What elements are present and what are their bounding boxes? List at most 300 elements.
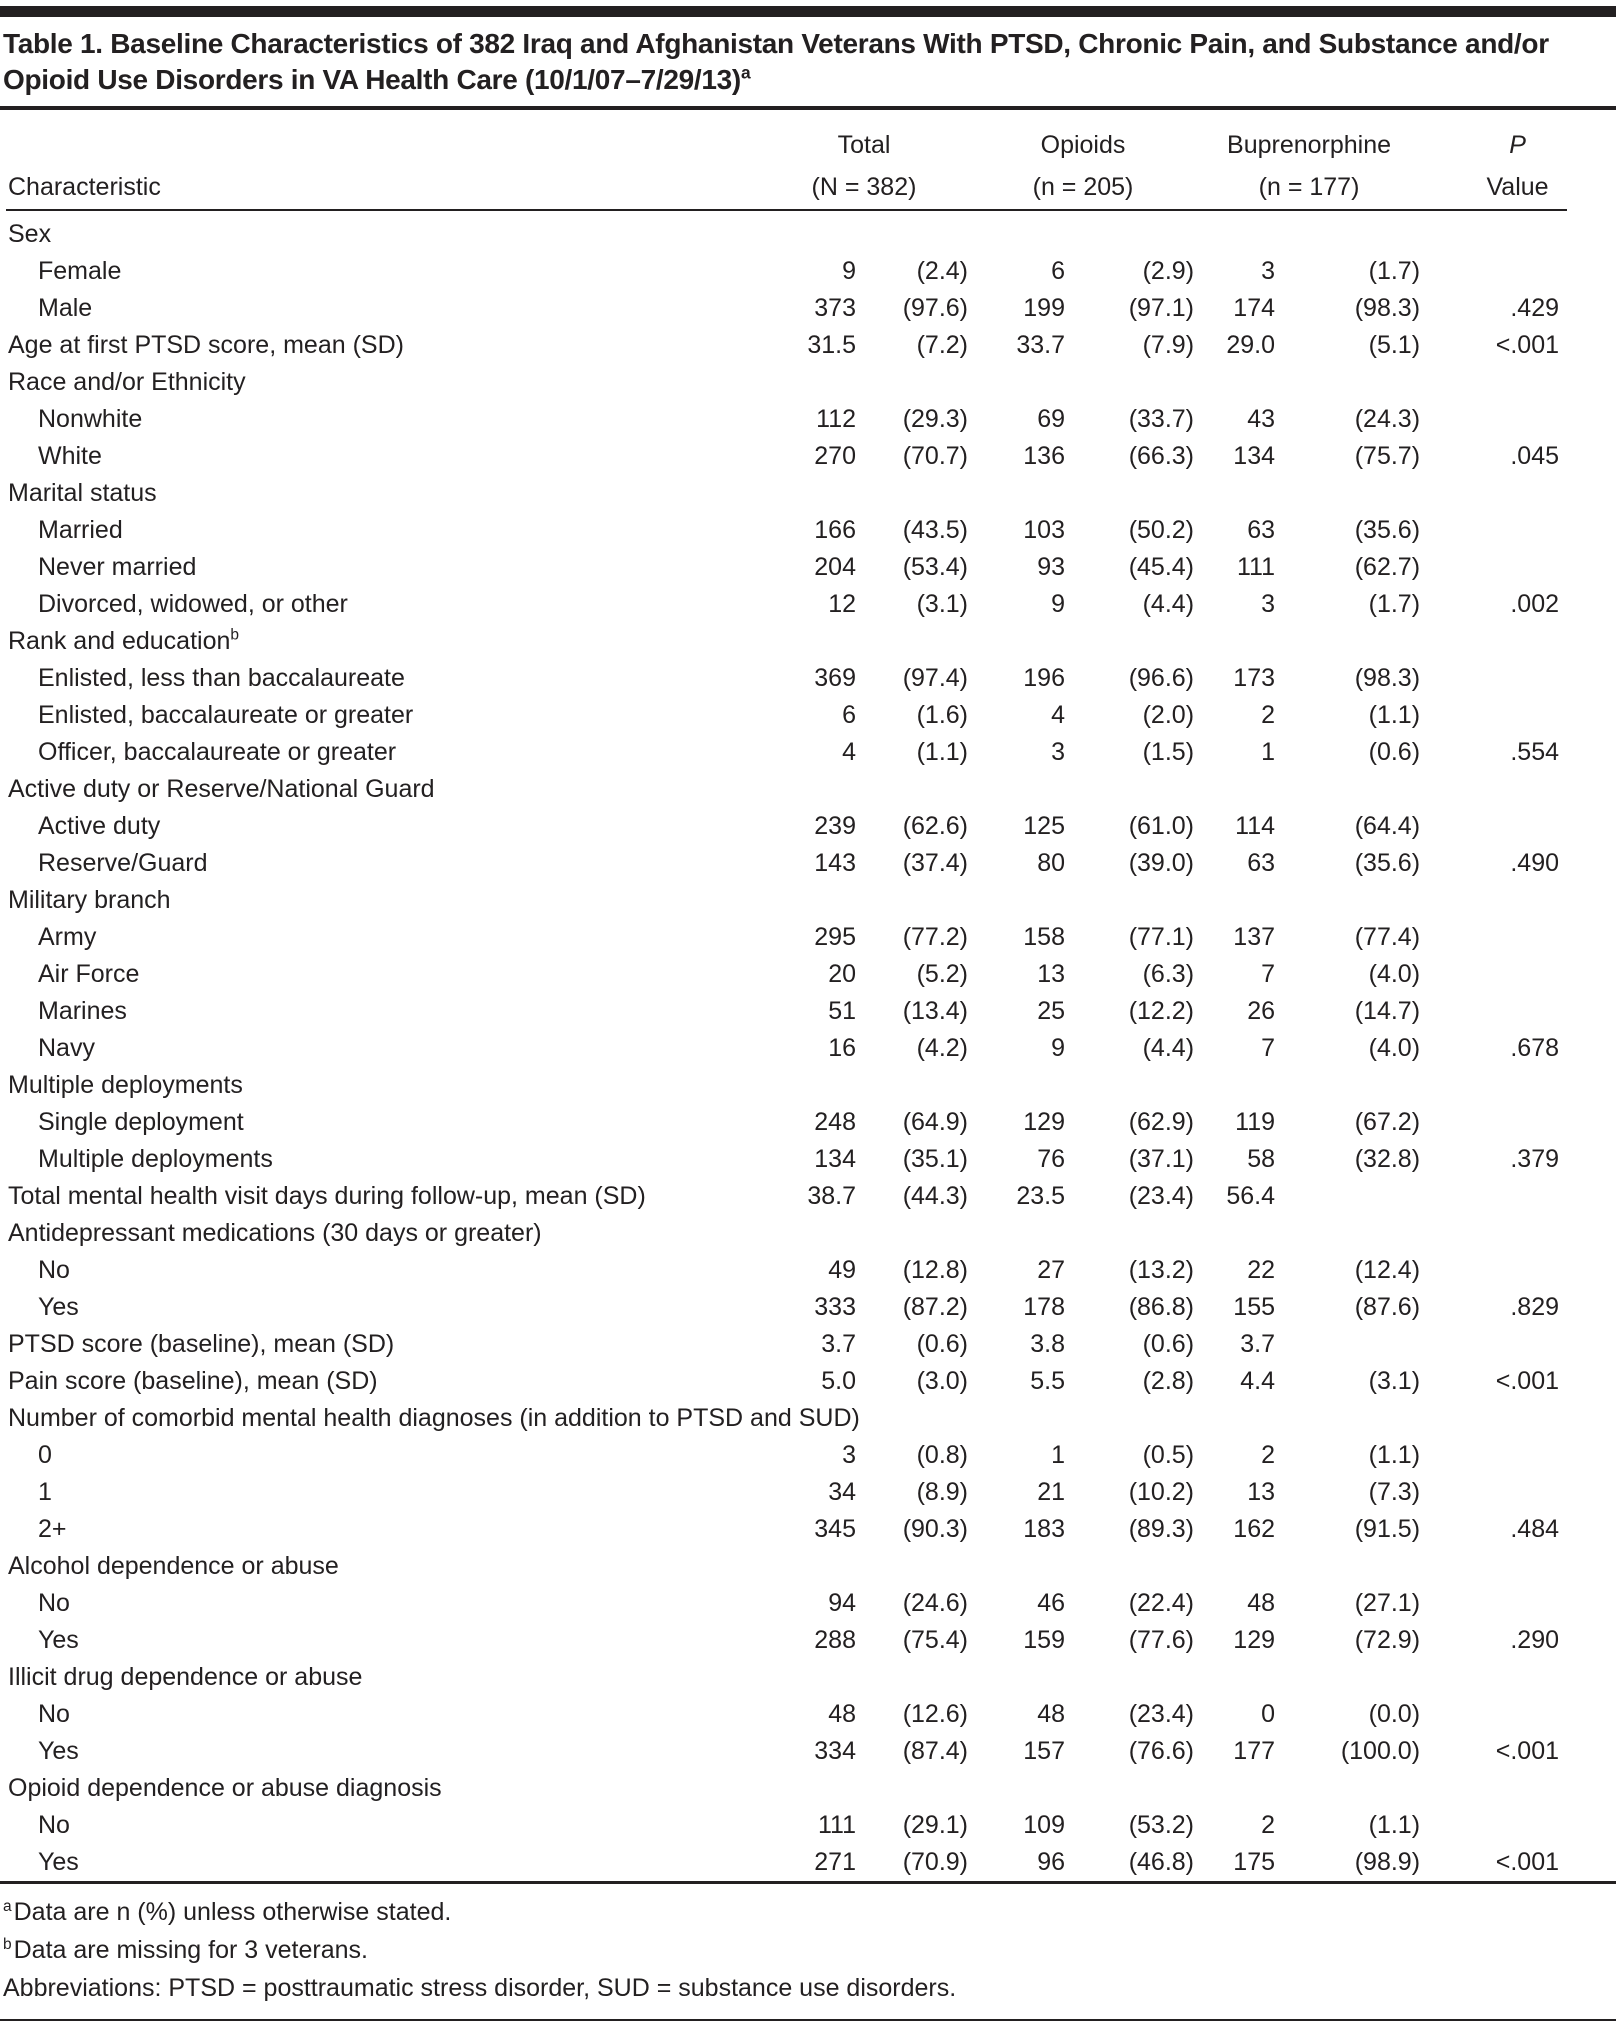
row-label: Nonwhite — [38, 405, 143, 434]
section-header-row — [6, 771, 1567, 808]
row-label: Number of comorbid mental health diagnoses (in addition to PTSD and SUD) — [8, 1404, 860, 1433]
cell-opioids-pct: (2.9) — [1142, 257, 1195, 286]
cell-total-pct: (64.9) — [902, 1108, 968, 1137]
section-header-row — [6, 1659, 1567, 1696]
cell-opioids-pct: (46.8) — [1128, 1848, 1195, 1877]
table-row — [6, 845, 1567, 882]
footnote-abbreviations-text: Abbreviations: PTSD = posttraumatic stress disorder, SUD = substance use disorders. — [3, 1974, 957, 2003]
cell-opioids-n: 48 — [1037, 1700, 1065, 1729]
cell-total-pct: (35.1) — [902, 1145, 968, 1174]
cell-p-value — [1422, 697, 1567, 734]
cell-total-n: 5.0 — [821, 1367, 856, 1396]
cell-total-pct: (62.6) — [902, 812, 968, 841]
cell-buprenorphine-n: 63 — [1247, 849, 1276, 878]
cell-buprenorphine-pct: (24.3) — [1354, 405, 1421, 434]
row-label: 1 — [38, 1478, 52, 1507]
section-header-row — [6, 210, 1567, 253]
cell-opioids-pct: (4.4) — [1142, 1034, 1195, 1063]
cell-opioids-n: 3 — [1051, 738, 1065, 767]
cell-buprenorphine-pct: (7.3) — [1368, 1478, 1421, 1507]
cell-p-value — [1422, 512, 1567, 549]
row-label: No — [38, 1589, 70, 1618]
cell-opioids-n: 157 — [1023, 1737, 1065, 1766]
cell-buprenorphine-pct: (1.7) — [1368, 257, 1421, 286]
cell-total-pct: (70.9) — [902, 1848, 968, 1877]
row-label: Enlisted, baccalaureate or greater — [38, 701, 414, 730]
cell-buprenorphine-n: 43 — [1247, 405, 1276, 434]
cell-buprenorphine-n: 2 — [1261, 1811, 1276, 1840]
cell-opioids-n: 178 — [1023, 1293, 1065, 1322]
row-label: Age at first PTSD score, mean (SD) — [8, 331, 404, 360]
table-row — [6, 1326, 1567, 1363]
cell-opioids-pct: (2.8) — [1142, 1367, 1195, 1396]
row-label: Active duty or Reserve/National Guard — [8, 775, 435, 804]
header-buprenorphine: Buprenorphine — [1227, 131, 1392, 160]
cell-p-value: .484 — [1510, 1515, 1560, 1544]
table-row — [6, 1178, 1567, 1215]
cell-buprenorphine-n: 0 — [1261, 1700, 1276, 1729]
table-row — [6, 956, 1567, 993]
cell-p-value: .002 — [1510, 590, 1560, 619]
cell-p-value — [1422, 1104, 1567, 1141]
cell-buprenorphine-pct: (62.7) — [1354, 553, 1421, 582]
cell-total-n: 369 — [814, 664, 856, 693]
footnote-a-marker: a — [3, 1897, 12, 1915]
cell-p-value: .429 — [1510, 294, 1560, 323]
cell-total-n: 38.7 — [807, 1182, 856, 1211]
cell-p-value: <.001 — [1495, 1848, 1560, 1877]
row-label: Race and/or Ethnicity — [8, 368, 246, 397]
row-label: Single deployment — [38, 1108, 244, 1137]
cell-p-value — [1422, 1474, 1567, 1511]
cell-opioids-n: 159 — [1023, 1626, 1065, 1655]
cell-p-value — [1422, 1696, 1567, 1733]
cell-total-pct: (97.4) — [902, 664, 968, 693]
cell-total-n: 31.5 — [807, 331, 856, 360]
cell-opioids-n: 9 — [1051, 590, 1065, 619]
cell-p-value — [1422, 1807, 1567, 1844]
cell-opioids-pct: (45.4) — [1128, 553, 1195, 582]
row-label: Divorced, widowed, or other — [38, 590, 348, 619]
table-row — [6, 734, 1567, 771]
cell-total-n: 94 — [828, 1589, 856, 1618]
table-title-text: Table 1. Baseline Characteristics of 382 Iraq and Afghanistan Veterans With PTSD, Chronic Pain, and Substance and/or Opioid Use Disorders in VA Health Care (10/1/07–7/29/13) — [3, 28, 1549, 95]
cell-p-value — [1422, 956, 1567, 993]
row-label: Opioid dependence or abuse diagnosis — [8, 1774, 442, 1803]
cell-buprenorphine-n: 3 — [1261, 257, 1276, 286]
cell-buprenorphine-pct: (67.2) — [1354, 1108, 1421, 1137]
cell-opioids-n: 196 — [1023, 664, 1065, 693]
cell-p-value: <.001 — [1495, 1367, 1560, 1396]
cell-total-n: 49 — [828, 1256, 856, 1285]
row-label: Married — [38, 516, 123, 545]
table-header — [6, 110, 1567, 210]
cell-total-pct: (70.7) — [902, 442, 968, 471]
table-row — [6, 327, 1567, 364]
section-header-row — [6, 623, 1567, 660]
cell-opioids-n: 25 — [1037, 997, 1065, 1026]
cell-opioids-n: 199 — [1023, 294, 1065, 323]
cell-opioids-pct: (86.8) — [1128, 1293, 1195, 1322]
cell-opioids-pct: (33.7) — [1128, 405, 1195, 434]
cell-opioids-n: 21 — [1037, 1478, 1065, 1507]
table-row — [6, 1585, 1567, 1622]
row-label: No — [38, 1256, 70, 1285]
cell-buprenorphine-pct: (32.8) — [1354, 1145, 1421, 1174]
cell-total-n: 9 — [842, 257, 856, 286]
cell-opioids-n: 23.5 — [1016, 1182, 1065, 1211]
cell-buprenorphine-n: 56.4 — [1226, 1182, 1276, 1211]
footnote-a — [3, 1893, 1604, 1931]
cell-opioids-pct: (37.1) — [1128, 1145, 1195, 1174]
header-opioids-n: (n = 205) — [970, 160, 1196, 210]
cell-opioids-pct: (96.6) — [1128, 664, 1195, 693]
cell-opioids-n: 5.5 — [1030, 1367, 1065, 1396]
table-row — [6, 919, 1567, 956]
cell-total-n: 6 — [842, 701, 856, 730]
cell-opioids-n: 33.7 — [1016, 331, 1065, 360]
cell-opioids-n: 183 — [1023, 1515, 1065, 1544]
cell-buprenorphine-n: 174 — [1233, 294, 1276, 323]
cell-total-n: 34 — [828, 1478, 856, 1507]
cell-buprenorphine-n: 13 — [1247, 1478, 1276, 1507]
cell-total-pct: (87.2) — [902, 1293, 968, 1322]
cell-total-pct: (8.9) — [916, 1478, 968, 1507]
table-row — [6, 1844, 1567, 1881]
row-label: Yes — [38, 1737, 79, 1766]
cell-buprenorphine-n: 3 — [1261, 590, 1276, 619]
cell-buprenorphine-pct: (0.6) — [1368, 738, 1421, 767]
cell-buprenorphine-n: 2 — [1261, 1441, 1276, 1470]
cell-buprenorphine-pct: (27.1) — [1354, 1589, 1421, 1618]
cell-opioids-pct: (12.2) — [1128, 997, 1195, 1026]
row-label: No — [38, 1811, 70, 1840]
cell-buprenorphine-pct: (1.1) — [1368, 701, 1421, 730]
table-row — [6, 1141, 1567, 1178]
cell-buprenorphine-pct: (1.7) — [1368, 590, 1421, 619]
header-opioids: Opioids — [1040, 131, 1126, 160]
footnote-b — [3, 1931, 1604, 1969]
header-total: Total — [837, 131, 891, 160]
header-total-n: (N = 382) — [758, 160, 970, 210]
cell-opioids-pct: (0.5) — [1142, 1441, 1195, 1470]
cell-buprenorphine-pct: (14.7) — [1354, 997, 1421, 1026]
cell-total-n: 143 — [814, 849, 856, 878]
cell-buprenorphine-n: 63 — [1247, 516, 1276, 545]
cell-total-n: 51 — [828, 997, 856, 1026]
cell-p-value: <.001 — [1495, 1737, 1560, 1766]
cell-buprenorphine-n: 7 — [1261, 960, 1276, 989]
row-label: Multiple deployments — [38, 1145, 273, 1174]
cell-opioids-n: 1 — [1051, 1441, 1065, 1470]
cell-p-value: <.001 — [1495, 331, 1560, 360]
table-row — [6, 586, 1567, 623]
cell-opioids-n: 129 — [1023, 1108, 1065, 1137]
cell-buprenorphine-pct: (4.0) — [1368, 1034, 1421, 1063]
table-row — [6, 512, 1567, 549]
cell-buprenorphine-n: 162 — [1233, 1515, 1276, 1544]
cell-opioids-n: 96 — [1037, 1848, 1065, 1877]
cell-total-n: 295 — [814, 923, 856, 952]
cell-total-pct: (7.2) — [916, 331, 968, 360]
cell-total-pct: (97.6) — [902, 294, 968, 323]
cell-p-value: .829 — [1510, 1293, 1560, 1322]
cell-buprenorphine-n: 155 — [1233, 1293, 1276, 1322]
cell-opioids-pct: (4.4) — [1142, 590, 1195, 619]
table-row — [6, 1437, 1567, 1474]
cell-total-pct: (1.1) — [916, 738, 968, 767]
cell-opioids-pct: (6.3) — [1142, 960, 1195, 989]
row-label: Army — [38, 923, 97, 952]
row-label: Reserve/Guard — [38, 849, 208, 878]
header-buprenorphine-n: (n = 177) — [1196, 160, 1422, 210]
row-label: PTSD score (baseline), mean (SD) — [8, 1330, 395, 1359]
cell-opioids-pct: (76.6) — [1128, 1737, 1195, 1766]
cell-buprenorphine-pct: (3.1) — [1368, 1367, 1421, 1396]
cell-opioids-n: 6 — [1051, 257, 1065, 286]
section-header-row — [6, 1400, 1567, 1437]
title-footnote-marker: a — [740, 62, 751, 83]
header-p-symbol: P — [1509, 131, 1526, 160]
cell-buprenorphine-n: 137 — [1233, 923, 1276, 952]
table-title — [0, 17, 1595, 106]
cell-opioids-pct: (7.9) — [1142, 331, 1195, 360]
cell-buprenorphine-pct: (35.6) — [1354, 849, 1421, 878]
table-row — [6, 1511, 1567, 1548]
cell-opioids-pct: (66.3) — [1128, 442, 1195, 471]
cell-buprenorphine-n: 177 — [1233, 1737, 1276, 1766]
table-row — [6, 993, 1567, 1030]
cell-buprenorphine-pct: (98.3) — [1354, 294, 1421, 323]
cell-buprenorphine-n: 48 — [1247, 1589, 1276, 1618]
cell-total-pct: (29.1) — [902, 1811, 968, 1840]
cell-opioids-n: 46 — [1037, 1589, 1065, 1618]
cell-opioids-pct: (23.4) — [1128, 1700, 1195, 1729]
cell-buprenorphine-n: 173 — [1233, 664, 1276, 693]
cell-buprenorphine-pct: (0.0) — [1368, 1700, 1421, 1729]
cell-opioids-n: 3.8 — [1030, 1330, 1065, 1359]
section-header-row — [6, 1548, 1567, 1585]
cell-total-n: 288 — [814, 1626, 856, 1655]
cell-total-n: 4 — [842, 738, 856, 767]
cell-opioids-n: 76 — [1037, 1145, 1065, 1174]
row-label: Navy — [38, 1034, 95, 1063]
cell-opioids-n: 13 — [1037, 960, 1065, 989]
cell-opioids-pct: (89.3) — [1128, 1515, 1195, 1544]
row-label: Active duty — [38, 812, 161, 841]
cell-total-n: 373 — [814, 294, 856, 323]
cell-opioids-pct: (97.1) — [1128, 294, 1195, 323]
cell-opioids-pct: (10.2) — [1128, 1478, 1195, 1507]
cell-total-n: 334 — [814, 1737, 856, 1766]
cell-p-value: .678 — [1510, 1034, 1560, 1063]
cell-opioids-n: 4 — [1051, 701, 1065, 730]
cell-total-n: 270 — [814, 442, 856, 471]
table-row — [6, 1363, 1567, 1400]
cell-opioids-pct: (39.0) — [1128, 849, 1195, 878]
cell-total-pct: (29.3) — [902, 405, 968, 434]
footnote-b-marker: b — [3, 1935, 12, 1953]
cell-total-pct: (12.6) — [902, 1700, 968, 1729]
table-row — [6, 1622, 1567, 1659]
cell-opioids-pct: (13.2) — [1128, 1256, 1195, 1285]
cell-opioids-pct: (61.0) — [1128, 812, 1195, 841]
cell-opioids-pct: (1.5) — [1142, 738, 1195, 767]
section-header-row — [6, 475, 1567, 512]
footnote-a-text: Data are n (%) unless otherwise stated. — [13, 1898, 452, 1927]
cell-buprenorphine-pct: (12.4) — [1354, 1256, 1421, 1285]
section-header-row — [6, 364, 1567, 401]
table-row — [6, 1733, 1567, 1770]
cell-total-n: 345 — [814, 1515, 856, 1544]
row-label: Sex — [8, 220, 52, 249]
cell-opioids-pct: (22.4) — [1128, 1589, 1195, 1618]
header-characteristic: Characteristic — [6, 160, 758, 210]
cell-buprenorphine-n: 114 — [1235, 812, 1276, 841]
row-label: Pain score (baseline), mean (SD) — [8, 1367, 378, 1396]
table-row — [6, 1030, 1567, 1067]
top-rule-bar — [0, 6, 1616, 17]
row-label: Yes — [38, 1293, 79, 1322]
cell-total-n: 134 — [814, 1145, 856, 1174]
section-header-row — [6, 1067, 1567, 1104]
cell-opioids-pct: (62.9) — [1128, 1108, 1195, 1137]
cell-p-value — [1422, 808, 1567, 845]
cell-opioids-n: 27 — [1037, 1256, 1065, 1285]
row-label: Alcohol dependence or abuse — [8, 1552, 339, 1581]
section-header-row — [6, 1770, 1567, 1807]
cell-buprenorphine-n: 1 — [1261, 738, 1276, 767]
cell-p-value — [1422, 1178, 1567, 1215]
cell-total-pct: (2.4) — [916, 257, 968, 286]
cell-p-value: .379 — [1510, 1145, 1560, 1174]
cell-opioids-n: 93 — [1037, 553, 1065, 582]
cell-total-pct: (4.2) — [916, 1034, 968, 1063]
cell-p-value — [1422, 1252, 1567, 1289]
cell-opioids-n: 109 — [1023, 1811, 1065, 1840]
row-label: Total mental health visit days during follow-up, mean (SD) — [8, 1182, 646, 1211]
cell-buprenorphine-n: 175 — [1233, 1848, 1276, 1877]
row-label: Military branch — [8, 886, 171, 915]
row-label: Yes — [38, 1848, 79, 1877]
cell-total-pct: (53.4) — [902, 553, 968, 582]
row-label-footnote-marker: b — [230, 626, 240, 644]
table-row — [6, 290, 1567, 327]
cell-buprenorphine-pct: (98.9) — [1354, 1848, 1421, 1877]
cell-buprenorphine-pct: (91.5) — [1354, 1515, 1421, 1544]
cell-opioids-pct: (0.6) — [1142, 1330, 1195, 1359]
section-header-row — [6, 1215, 1567, 1252]
cell-buprenorphine-n: 119 — [1235, 1108, 1276, 1137]
row-label: White — [38, 442, 102, 471]
cell-p-value — [1422, 1326, 1567, 1363]
row-label: Yes — [38, 1626, 79, 1655]
cell-p-value — [1422, 993, 1567, 1030]
row-label: Never married — [38, 553, 197, 582]
cell-p-value — [1422, 660, 1567, 697]
cell-buprenorphine-n: 26 — [1247, 997, 1276, 1026]
footnotes — [0, 1884, 1616, 2011]
cell-opioids-n: 136 — [1023, 442, 1065, 471]
cell-opioids-n: 103 — [1023, 516, 1065, 545]
row-label: Enlisted, less than baccalaureate — [38, 664, 405, 693]
row-label: 0 — [38, 1441, 52, 1470]
table-row — [6, 697, 1567, 734]
row-label: Female — [38, 257, 122, 286]
cell-total-pct: (3.1) — [916, 590, 968, 619]
cell-total-n: 48 — [828, 1700, 856, 1729]
cell-buprenorphine-pct: (64.4) — [1354, 812, 1421, 841]
cell-opioids-n: 69 — [1037, 405, 1065, 434]
cell-total-pct: (0.8) — [916, 1441, 968, 1470]
cell-total-pct: (77.2) — [902, 923, 968, 952]
cell-opioids-pct: (23.4) — [1128, 1182, 1195, 1211]
header-row-group-names — [6, 110, 1567, 160]
cell-total-pct: (37.4) — [902, 849, 968, 878]
cell-opioids-pct: (50.2) — [1128, 516, 1195, 545]
cell-buprenorphine-pct: (1.1) — [1368, 1441, 1421, 1470]
cell-total-n: 112 — [816, 405, 856, 434]
cell-buprenorphine-n: 111 — [1237, 553, 1276, 582]
cell-total-n: 333 — [814, 1293, 856, 1322]
cell-p-value — [1422, 919, 1567, 956]
cell-p-value: .554 — [1510, 738, 1560, 767]
cell-total-pct: (43.5) — [902, 516, 968, 545]
cell-total-pct: (12.8) — [902, 1256, 968, 1285]
cell-total-pct: (1.6) — [916, 701, 968, 730]
cell-buprenorphine-n: 58 — [1247, 1145, 1276, 1174]
cell-total-n: 3 — [842, 1441, 856, 1470]
cell-total-n: 12 — [828, 590, 856, 619]
cell-opioids-n: 9 — [1051, 1034, 1065, 1063]
cell-buprenorphine-n: 29.0 — [1226, 331, 1276, 360]
table-row — [6, 401, 1567, 438]
table-row — [6, 253, 1567, 290]
table-body — [6, 210, 1567, 1881]
baseline-characteristics-table — [6, 110, 1567, 1881]
row-label: No — [38, 1700, 70, 1729]
row-label: Air Force — [38, 960, 140, 989]
row-label: 2+ — [38, 1515, 67, 1544]
cell-total-pct: (24.6) — [902, 1589, 968, 1618]
table-row — [6, 549, 1567, 586]
cell-opioids-n: 125 — [1023, 812, 1065, 841]
table-row — [6, 438, 1567, 475]
row-label: Antidepressant medications (30 days or greater) — [8, 1219, 542, 1248]
cell-total-n: 16 — [828, 1034, 856, 1063]
table-row — [6, 1696, 1567, 1733]
cell-buprenorphine-pct: (77.4) — [1354, 923, 1421, 952]
cell-buprenorphine-pct — [1277, 1178, 1422, 1215]
cell-p-value — [1422, 1437, 1567, 1474]
cell-total-pct: (90.3) — [902, 1515, 968, 1544]
cell-buprenorphine-pct: (100.0) — [1340, 1737, 1421, 1766]
cell-opioids-n: 80 — [1037, 849, 1065, 878]
cell-buprenorphine-pct: (5.1) — [1368, 331, 1421, 360]
cell-buprenorphine-pct: (98.3) — [1354, 664, 1421, 693]
footnote-b-text: Data are missing for 3 veterans. — [13, 1936, 368, 1965]
cell-total-pct: (3.0) — [916, 1367, 968, 1396]
cell-total-n: 248 — [814, 1108, 856, 1137]
cell-p-value: .045 — [1510, 442, 1560, 471]
cell-buprenorphine-pct: (87.6) — [1354, 1293, 1421, 1322]
cell-p-value — [1422, 253, 1567, 290]
cell-total-n: 204 — [814, 553, 856, 582]
cell-buprenorphine-n: 2 — [1261, 701, 1276, 730]
header-p-value-label: Value — [1422, 160, 1567, 210]
cell-total-n: 111 — [817, 1811, 856, 1840]
cell-buprenorphine-n: 134 — [1233, 442, 1276, 471]
